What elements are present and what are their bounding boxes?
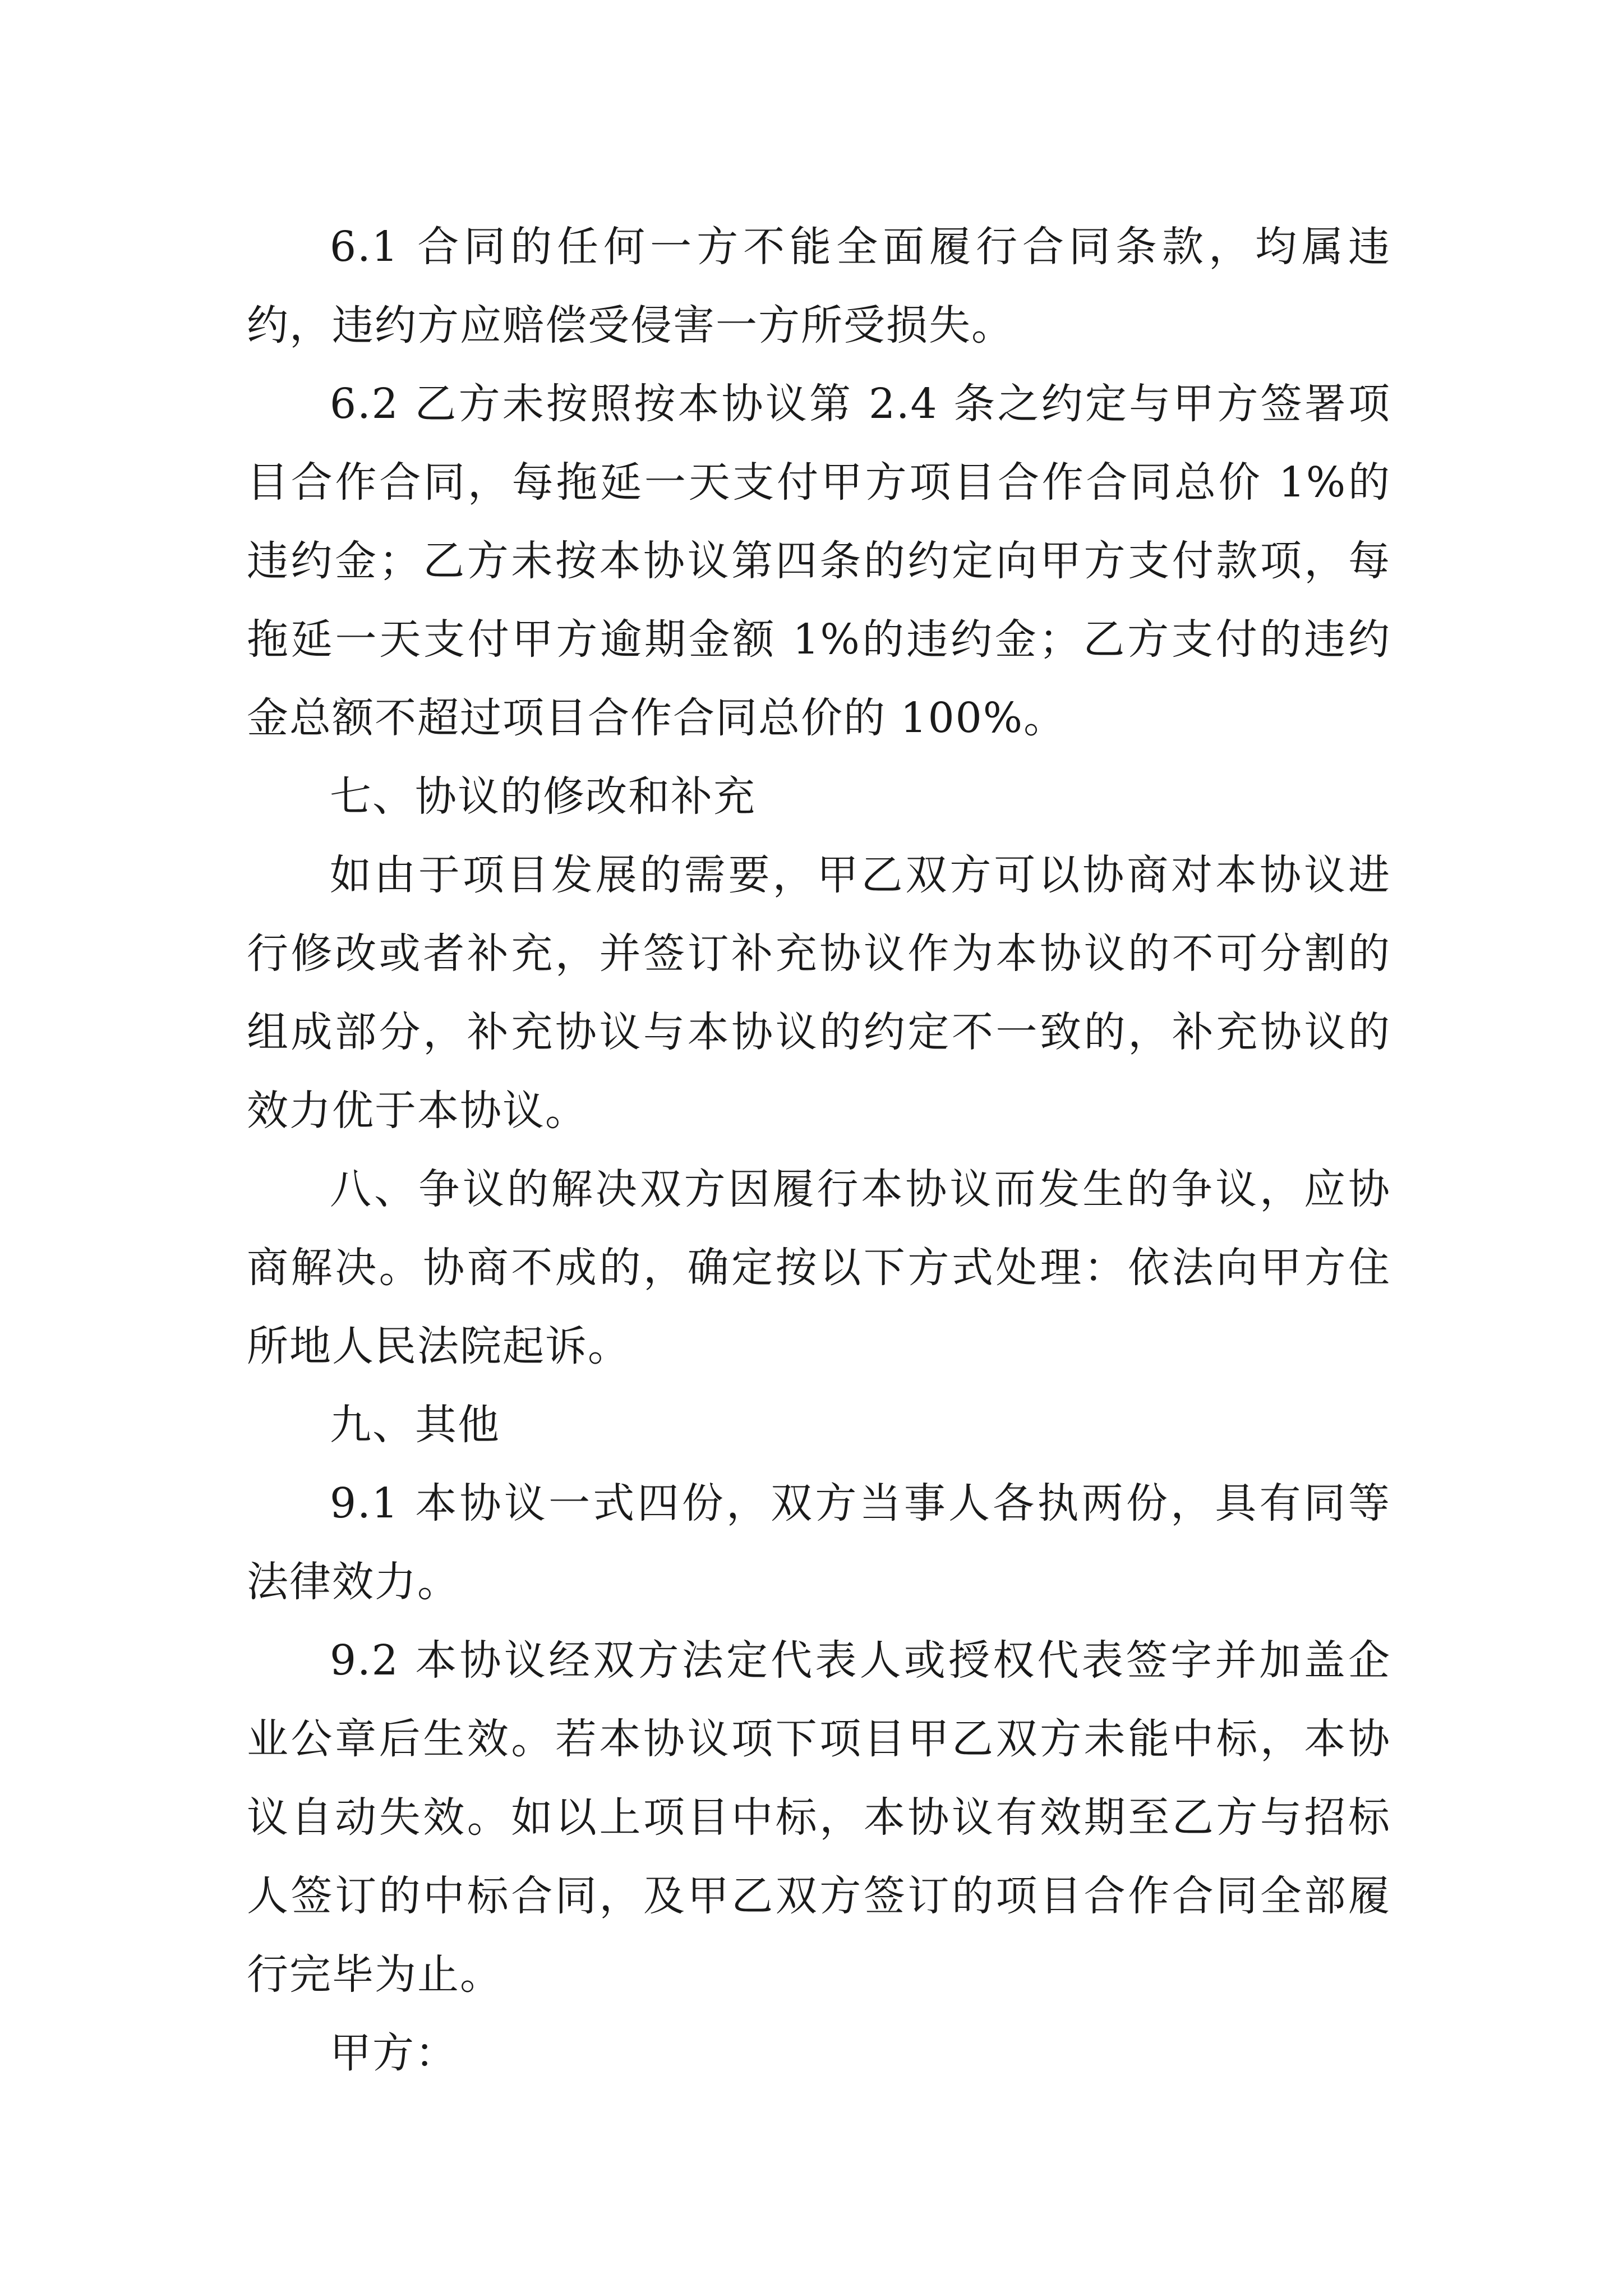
clause-9-2: 9.2 本协议经双方法定代表人或授权代表签字并加盖企业公章后生效。若本协议项下项目甲乙双方未能中标，本协议自动失效。如以上项目中标，本协议有效期至乙方与招标人签订的中标合同，及甲乙双方签订的项目合作合同全部履行完毕为止。 [247,1636,1391,1999]
clause-6-2: 6.2 乙方未按照按本协议第 2.4 条之约定与甲方签署项目合作合同，每拖延一天支付甲方项目合作合同总价 1%的违约金；乙方未按本协议第四条的约定向甲方支付款项，每拖延一天支付甲方逾期金额 1%的违约金；乙方支付的违约金总额不超过项目合作合同总价的 100%。 [247,380,1391,742]
section-8-body: 八、争议的解决双方因履行本协议而发生的争议，应协商解决。协商不成的，确定按以下方式处理：依法向甲方住所地人民法院起诉。 [247,1165,1391,1370]
document-page [247,208,1391,2092]
section-9-heading: 九、其他 [330,1401,500,1449]
clause-6-1: 6.1 合同的任何一方不能全面履行合同条款，均属违约，违约方应赔偿受侵害一方所受损失。 [247,223,1391,349]
clause-9-1: 9.1 本协议一式四份，双方当事人各执两份，具有同等法律效力。 [247,1479,1391,1606]
section-7-heading: 七、协议的修改和补充 [330,772,756,821]
party-a-signature-label: 甲方： [330,2029,458,2077]
section-7-body: 如由于项目发展的需要，甲乙双方可以协商对本协议进行修改或者补充，并签订补充协议作为本协议的不可分割的组成部分，补充协议与本协议的约定不一致的，补充协议的效力优于本协议。 [247,851,1391,1135]
